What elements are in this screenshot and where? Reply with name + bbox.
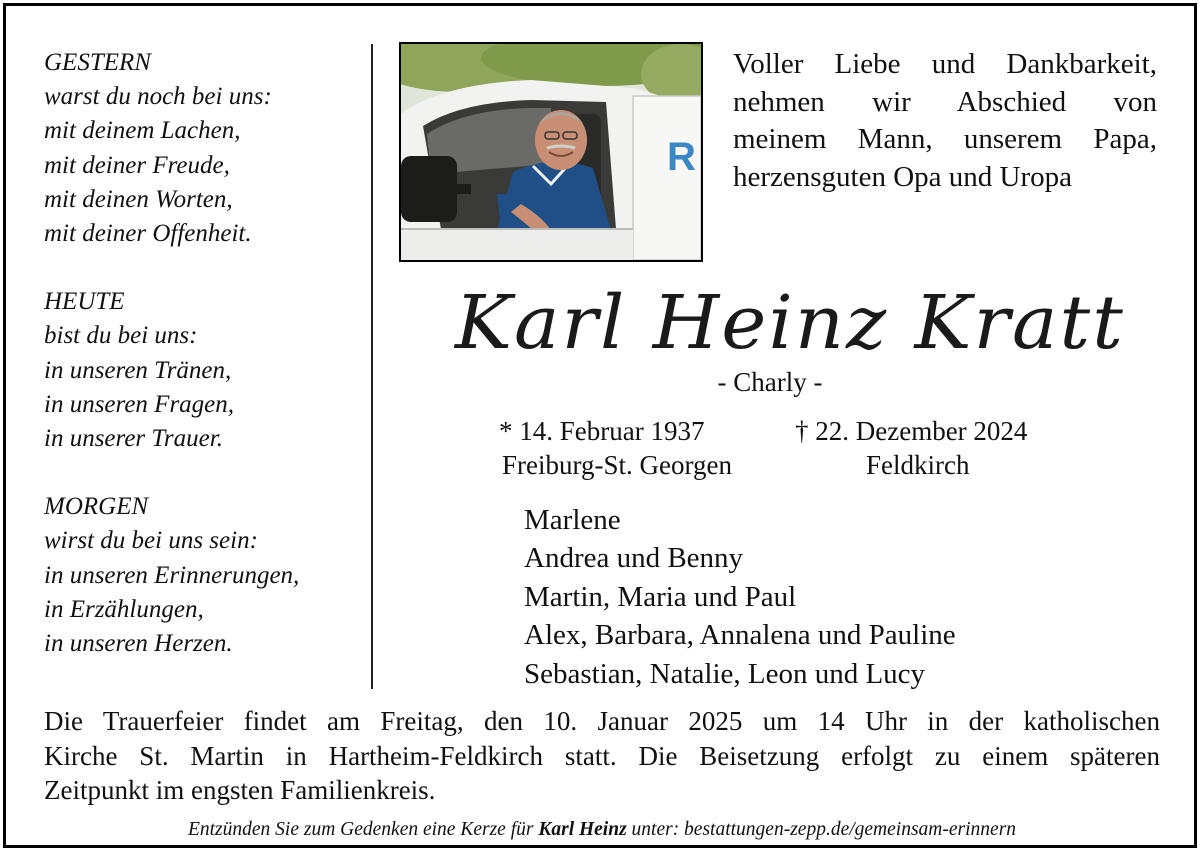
poem-stanza-heute bbox=[44, 285, 364, 456]
poem-line: MORGEN bbox=[44, 493, 149, 521]
intro-line: Voller Liebe und Dankbarkeit, bbox=[733, 48, 1157, 80]
poem-line: bist du bei uns: bbox=[44, 322, 198, 350]
van-letter: R bbox=[667, 135, 696, 179]
deceased-name: Karl Heinz Kratt bbox=[455, 280, 1125, 366]
death-date: † 22. Dezember 2024 bbox=[795, 416, 1028, 446]
family-line: Martin, Maria und Paul bbox=[524, 580, 797, 613]
portrait-photo bbox=[399, 42, 703, 262]
poem bbox=[44, 46, 364, 661]
poem-line: in Erzählungen, bbox=[44, 595, 204, 623]
poem-line: mit deinen Worten, bbox=[44, 185, 233, 213]
notice-line: Zeitpunkt im engsten Familienkreis. bbox=[44, 775, 436, 805]
candle-footer bbox=[44, 817, 1160, 843]
intro-line: meinem Mann, unserem Papa, bbox=[733, 123, 1157, 155]
intro-text bbox=[733, 46, 1157, 196]
notice-line: Die Trauerfeier findet am Freitag, den 10. Januar 2025 um 14 Uhr in der katholischen bbox=[44, 706, 1160, 736]
portrait-photo-icon bbox=[401, 44, 701, 260]
poem-stanza-morgen bbox=[44, 490, 364, 661]
footer-name: Karl Heinz bbox=[538, 819, 627, 840]
intro-line: nehmen wir Abschied von bbox=[733, 85, 1157, 118]
family-line: Sebastian, Natalie, Leon und Lucy bbox=[524, 657, 926, 690]
poem-line: mit deiner Freude, bbox=[44, 151, 230, 179]
intro-line: herzensguten Opa und Uropa bbox=[733, 160, 1073, 193]
family-line: Marlene bbox=[524, 504, 621, 536]
notice-line: Kirche St. Martin in Hartheim-Feldkirch statt. Die Beisetzung erfolgt zu einem späteren bbox=[44, 740, 1160, 771]
birth-place: Freiburg-St. Georgen bbox=[502, 450, 732, 480]
poem-line: mit deinem Lachen, bbox=[44, 117, 241, 145]
footer-link[interactable]: unter: bestattungen-zepp.de/gemeinsam-erinnern bbox=[631, 819, 1017, 840]
family-list bbox=[524, 501, 1084, 693]
poem-line: GESTERN bbox=[44, 49, 151, 76]
footer-prefix: Entzünden Sie zum Gedenken eine Kerze für bbox=[187, 819, 534, 840]
poem-line: in unserer Trauer. bbox=[44, 425, 223, 453]
birth-date: * 14. Februar 1937 bbox=[499, 416, 705, 446]
deceased-nickname: - Charly - bbox=[717, 367, 823, 397]
poem-line: in unseren Tränen, bbox=[44, 356, 232, 384]
family-line: Andrea und Benny bbox=[524, 542, 744, 575]
poem-stanza-gestern bbox=[44, 46, 364, 251]
poem-line: wirst du bei uns sein: bbox=[44, 527, 258, 555]
poem-line: in unseren Fragen, bbox=[44, 390, 235, 418]
column-divider bbox=[371, 44, 373, 689]
poem-line: HEUTE bbox=[44, 288, 125, 316]
poem-line: mit deiner Offenheit. bbox=[44, 220, 252, 248]
poem-line: in unseren Herzen. bbox=[44, 630, 233, 658]
family-line: Alex, Barbara, Annalena und Pauline bbox=[524, 619, 956, 652]
poem-line: warst du noch bei uns: bbox=[44, 83, 272, 111]
poem-line: in unseren Erinnerungen, bbox=[44, 561, 300, 589]
death-place: Feldkirch bbox=[866, 450, 970, 480]
funeral-notice bbox=[44, 704, 1160, 808]
